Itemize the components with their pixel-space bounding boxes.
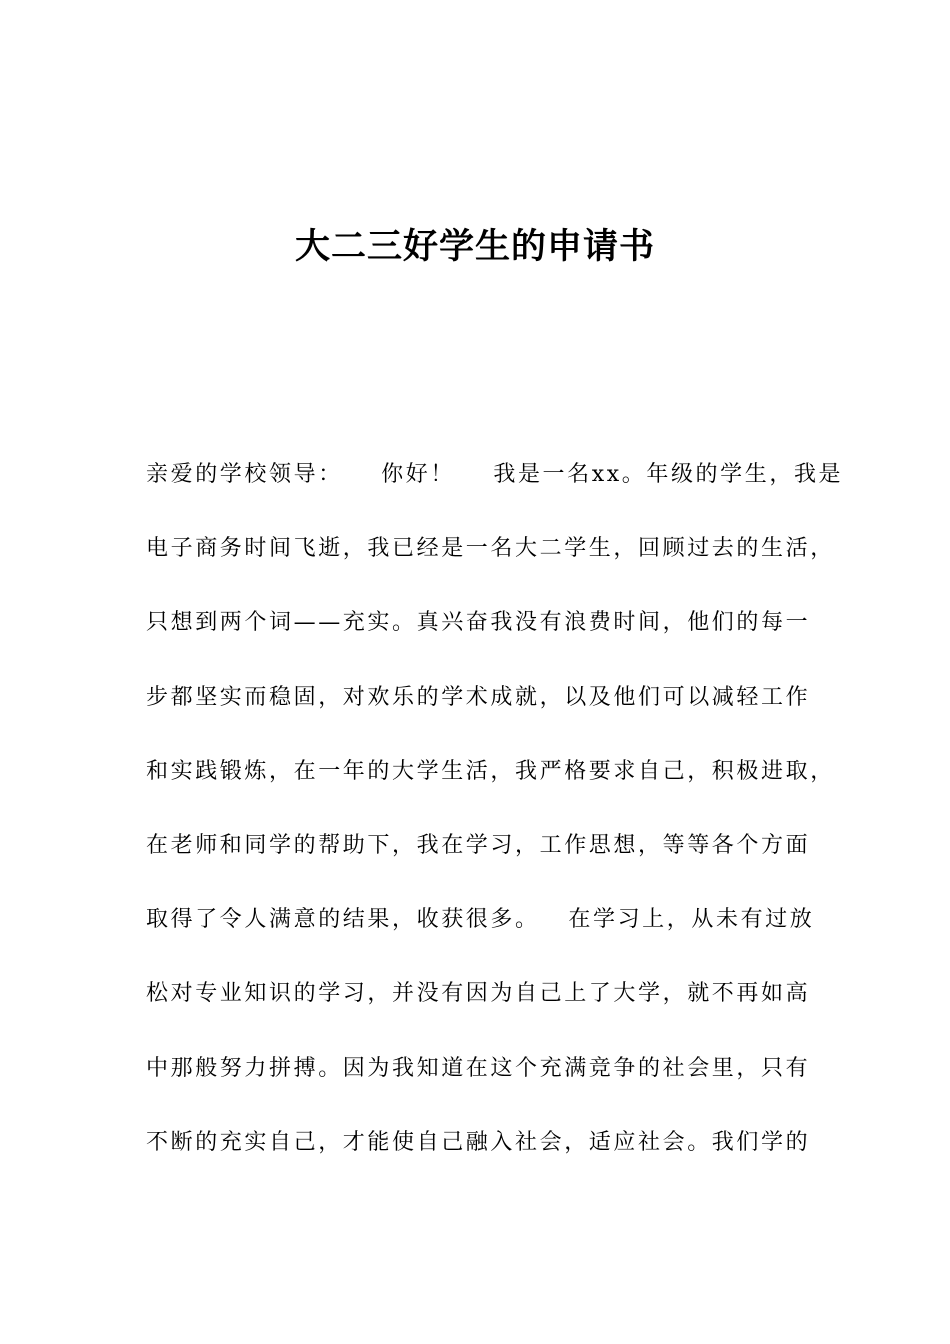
body-line-1: 亲爱的学校领导： 你好！ 我是一名xx。年级的学生，我是 — [146, 462, 844, 487]
body-line-7: 取得了令人满意的结果，收获很多。 在学习上，从未有过放 — [146, 907, 815, 933]
body-line-5: 和实践锻炼，在一年的大学生活，我严格要求自己，积极进取， — [146, 758, 835, 784]
body-line-10: 不断的充实自己，才能使自己融入社会，适应社会。我们学的 — [146, 1129, 811, 1155]
document-title: 大二三好学生的申请书 — [294, 227, 655, 267]
body-line-8: 松对专业知识的学习，并没有因为自己上了大学，就不再如高 — [146, 981, 811, 1007]
body-line-4: 步都坚实而稳固，对欢乐的学术成就，以及他们可以减轻工作 — [146, 684, 811, 710]
body-line-2: 电子商务时间飞逝，我已经是一名大二学生，回顾过去的生活， — [146, 536, 835, 562]
body-line-6: 在老师和同学的帮助下，我在学习，工作思想，等等各个方面 — [146, 832, 811, 858]
body-line-3: 只想到两个词——充实。真兴奋我没有浪费时间，他们的每一 — [146, 610, 811, 636]
document-body — [146, 455, 844, 1197]
body-line-9: 中那般努力拼搏。因为我知道在这个充满竞争的社会里，只有 — [146, 1055, 811, 1081]
